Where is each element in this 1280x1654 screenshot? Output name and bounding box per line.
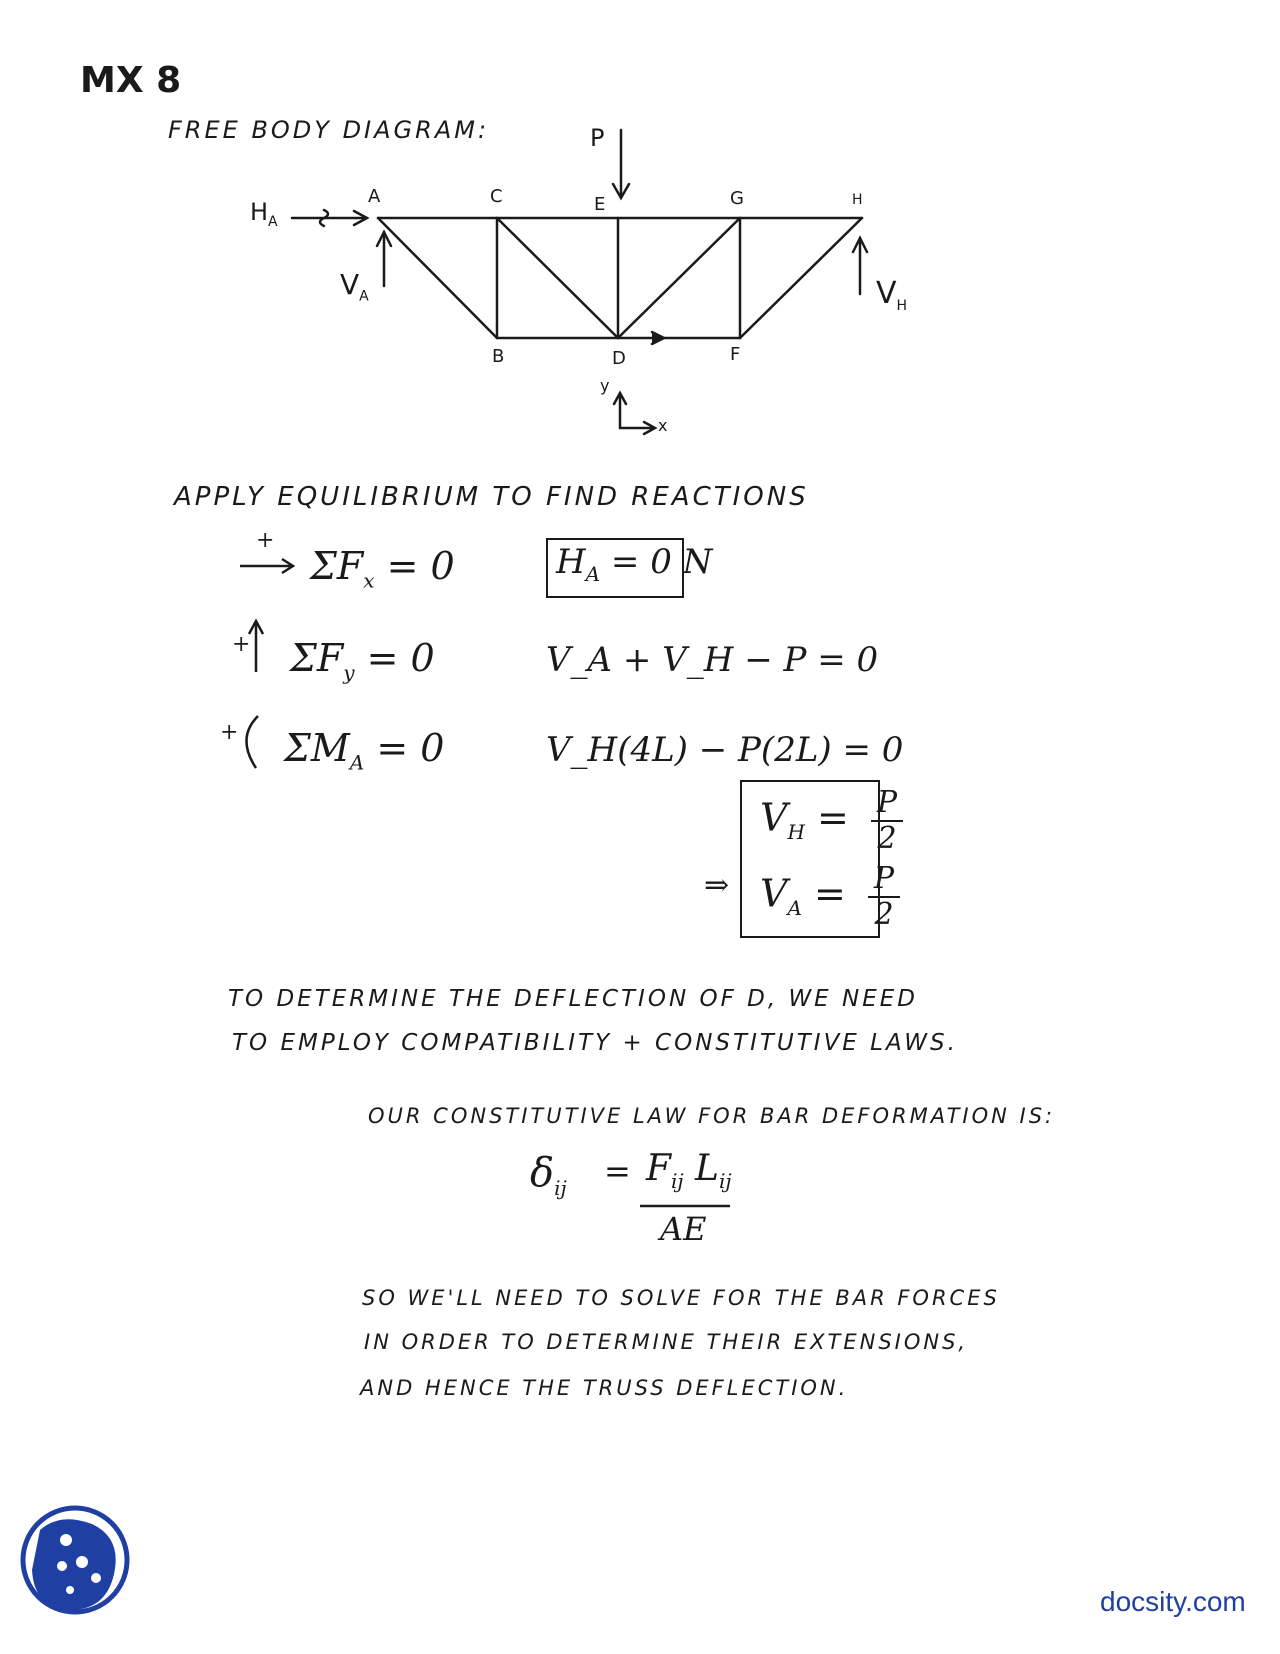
sum-fy-sign: + xyxy=(232,632,251,657)
constitutive-intro: OUR CONSTITUTIVE LAW FOR BAR DEFORMATION IS: xyxy=(368,1104,1056,1128)
node-label-f: F xyxy=(730,344,741,365)
fy-result: V_A + V_H − P = 0 xyxy=(546,640,879,680)
axis-x-label: x xyxy=(658,416,668,435)
closing-line-1: SO WE'LL NEED TO SOLVE FOR THE BAR FORCES xyxy=(362,1286,1000,1310)
ma-result: V_H(4L) − P(2L) = 0 xyxy=(546,730,904,770)
va-result-arrow: ⇒ xyxy=(704,868,730,903)
vh-result: $V_H$ = $\frac{P}{2}$ xyxy=(760,786,903,856)
ha-label: $H_A$ xyxy=(250,198,278,230)
equilibrium-heading: APPLY EQUILIBRIUM TO FIND REACTIONS xyxy=(174,482,809,512)
sum-ma-sign: + xyxy=(220,720,239,745)
sum-ma-equation: $\Sigma M_A = 0$ xyxy=(284,726,445,775)
node-label-e: E xyxy=(594,194,606,215)
sum-fx-sign: + xyxy=(256,528,275,553)
closing-line-2: IN ORDER TO DETERMINE THEIR EXTENSIONS, xyxy=(364,1330,969,1354)
load-label: P xyxy=(590,124,605,152)
constitutive-denominator: AE xyxy=(660,1210,707,1248)
node-label-h: H xyxy=(852,192,863,208)
constitutive-equals: = xyxy=(604,1152,631,1190)
node-label-b: B xyxy=(492,346,505,367)
node-label-g: G xyxy=(730,188,744,209)
deflection-line-1: TO DETERMINE THE DEFLECTION OF D, WE NEED xyxy=(228,986,919,1012)
vh-label: $V_H$ xyxy=(876,276,908,314)
ha-result: $H_A = 0$ N xyxy=(556,542,713,586)
va-label: $V_A$ xyxy=(340,268,369,305)
closing-line-3: AND HENCE THE TRUSS DEFLECTION. xyxy=(360,1376,849,1400)
footer-brand[interactable]: docsity.com xyxy=(1100,1586,1246,1617)
sum-fy-equation: $\Sigma F_y = 0$ xyxy=(290,636,435,685)
node-label-a: A xyxy=(368,186,381,207)
constitutive-numerator: $F_{ij}$ $L_{ij}$ xyxy=(646,1148,732,1194)
page-tag: MX 8 xyxy=(80,60,182,101)
sum-fx-equation: $\Sigma F_x = 0$ xyxy=(310,544,455,593)
deflection-line-2: TO EMPLOY COMPATIBILITY + CONSTITUTIVE LAWS. xyxy=(232,1030,958,1056)
node-label-d: D xyxy=(612,348,626,369)
va-result: $V_A$ = $\frac{P}{2}$ xyxy=(760,862,900,932)
node-label-c: C xyxy=(490,186,503,207)
constitutive-lhs: $\delta_{ij}$ xyxy=(530,1150,567,1200)
axis-y-label: y xyxy=(600,376,610,395)
fbd-title: FREE BODY DIAGRAM: xyxy=(168,116,490,144)
